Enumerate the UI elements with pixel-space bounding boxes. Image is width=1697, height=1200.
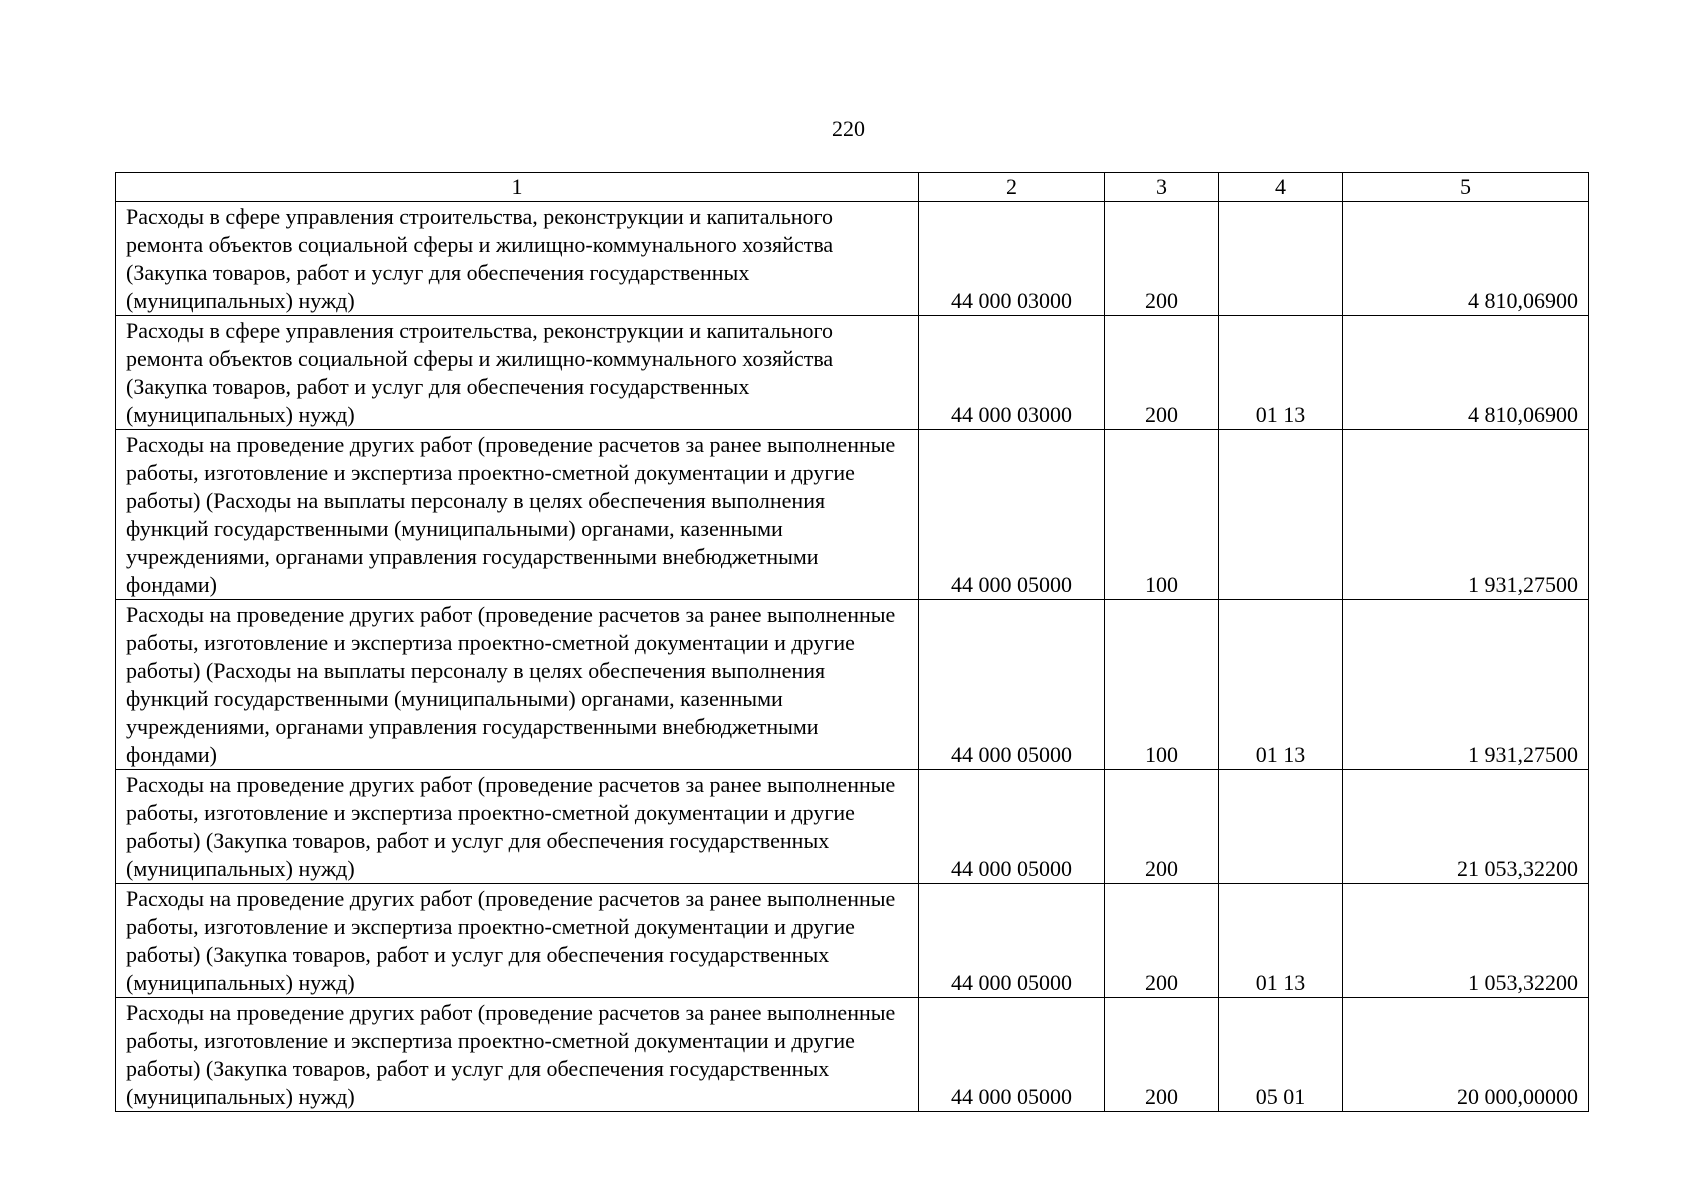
table-row: [116, 770, 1589, 884]
row-amount: 20 000,00000: [1343, 998, 1589, 1112]
row-section: 01 13: [1219, 316, 1343, 430]
row-code: 44 000 05000: [919, 430, 1105, 600]
row-section: [1219, 770, 1343, 884]
row-type: 200: [1105, 202, 1219, 316]
row-code: 44 000 05000: [919, 600, 1105, 770]
row-code: 44 000 03000: [919, 202, 1105, 316]
row-section: 01 13: [1219, 600, 1343, 770]
column-header-4: 4: [1219, 173, 1343, 202]
row-type: 100: [1105, 600, 1219, 770]
row-amount: 1 931,27500: [1343, 600, 1589, 770]
page-number: 220: [832, 116, 865, 141]
row-description: Расходы на проведение других работ (проведение расчетов за ранее выполненные работы, изготовление и экспертиза проектно-сметной документации и другие работы) (Расходы на выплаты персоналу в целях обеспечения выполнения функций государственными (муниципальными) органами, казенными учреждениями, органами управления государственными внебюджетными фондами): [116, 430, 919, 600]
row-amount: 1 931,27500: [1343, 430, 1589, 600]
column-header-2: 2: [919, 173, 1105, 202]
row-description: Расходы на проведение других работ (проведение расчетов за ранее выполненные работы, изготовление и экспертиза проектно-сметной документации и другие работы) (Закупка товаров, работ и услуг для обеспечения государственных (муниципальных) нужд): [116, 998, 919, 1112]
row-description: Расходы на проведение других работ (проведение расчетов за ранее выполненные работы, изготовление и экспертиза проектно-сметной документации и другие работы) (Закупка товаров, работ и услуг для обеспечения государственных (муниципальных) нужд): [116, 770, 919, 884]
row-section: 05 01: [1219, 998, 1343, 1112]
table-row: [116, 600, 1589, 770]
row-code: 44 000 03000: [919, 316, 1105, 430]
table-row: [116, 998, 1589, 1112]
table-row: [116, 884, 1589, 998]
row-type: 200: [1105, 770, 1219, 884]
column-header-5: 5: [1343, 173, 1589, 202]
row-type: 200: [1105, 884, 1219, 998]
table-row: [116, 202, 1589, 316]
row-amount: 4 810,06900: [1343, 316, 1589, 430]
row-description: Расходы на проведение других работ (проведение расчетов за ранее выполненные работы, изготовление и экспертиза проектно-сметной документации и другие работы) (Закупка товаров, работ и услуг для обеспечения государственных (муниципальных) нужд): [116, 884, 919, 998]
row-code: 44 000 05000: [919, 770, 1105, 884]
column-header-1: 1: [116, 173, 919, 202]
row-code: 44 000 05000: [919, 884, 1105, 998]
row-section: 01 13: [1219, 884, 1343, 998]
row-amount: 1 053,32200: [1343, 884, 1589, 998]
budget-table: [115, 172, 1589, 1112]
row-section: [1219, 430, 1343, 600]
row-type: 200: [1105, 316, 1219, 430]
row-description: Расходы в сфере управления строительства, реконструкции и капитального ремонта объектов социальной сферы и жилищно-коммунального хозяйства (Закупка товаров, работ и услуг для обеспечения государственных (муниципальных) нужд): [116, 202, 919, 316]
row-code: 44 000 05000: [919, 998, 1105, 1112]
row-type: 100: [1105, 430, 1219, 600]
table-header-row: [116, 173, 1589, 202]
row-section: [1219, 202, 1343, 316]
table-row: [116, 430, 1589, 600]
row-amount: 21 053,32200: [1343, 770, 1589, 884]
row-description: Расходы на проведение других работ (проведение расчетов за ранее выполненные работы, изготовление и экспертиза проектно-сметной документации и другие работы) (Расходы на выплаты персоналу в целях обеспечения выполнения функций государственными (муниципальными) органами, казенными учреждениями, органами управления государственными внебюджетными фондами): [116, 600, 919, 770]
row-type: 200: [1105, 998, 1219, 1112]
column-header-3: 3: [1105, 173, 1219, 202]
row-description: Расходы в сфере управления строительства, реконструкции и капитального ремонта объектов социальной сферы и жилищно-коммунального хозяйства (Закупка товаров, работ и услуг для обеспечения государственных (муниципальных) нужд): [116, 316, 919, 430]
table-row: [116, 316, 1589, 430]
row-amount: 4 810,06900: [1343, 202, 1589, 316]
